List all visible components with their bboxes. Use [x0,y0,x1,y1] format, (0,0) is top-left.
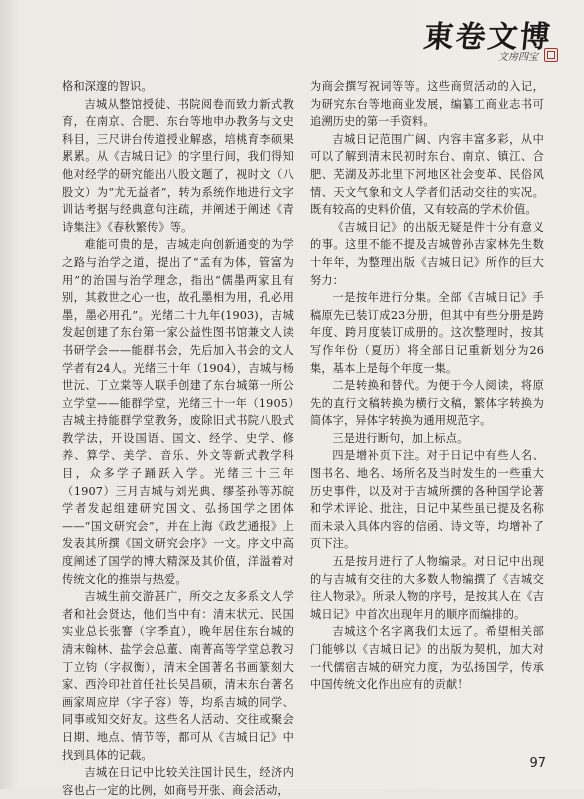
paragraph: 格和深邃的智识。 [62,80,153,93]
left-column [62,78,294,799]
header-subtitle: 文房四宝 [498,52,538,63]
paragraph: 吉城这个名字离我们太远了。希望相关部门能够以《吉城日记》的出版为契机，加大对一代儒宿吉城的研究力度，为弘扬国学，传承中国传统文化作出应有的贡献！ [310,625,544,692]
seal-stamp-icon [544,48,558,62]
paragraph: 《吉城日记》的出版无疑是件十分有意义的事。这里不能不提及吉城曾孙吉家林先生数十年年，为整理出版《吉城日记》所作的巨大努力： [310,220,544,287]
paragraph: 吉城生前交游甚广，所交之友多系文人学者和社会贤达，他们当中有：清末状元、民国实业总长张謇（字季直），晚年居住东台城的清末翰林、盐学会总董、南菁高等学堂总教习丁立钧（字叔衡），清末全国著名书画篆刻大家、西泠印社首任社长吴昌硕，清末东台著名画家周应岸（字子容）等，均系吉城的同学、同事或知交好友。这些名人活动、交往或聚会日期、地点、情节等，都可从《吉城日记》中找到具体的记载。 [62,590,294,762]
paragraph: 吉城日记范围广阔、内容丰富多彩，从中可以了解到清末民初时东台、南京、镇江、合肥、芜湖及苏北里下河地区社会变革、民俗风情、天文气象和文人学者们活动交往的实况。既有较高的史料价值，又有较高的学术价值。 [310,132,544,217]
paragraph: 四是增补页下注。对于日记中有些人名、图书名、地名、场所名及当时发生的一些重大历史事件，以及对于吉城所撰的各种国学论著和学术评论、批注，日记中某些虽已提及名称而未录入具体内容的信函、诗文等，均增补了页下注。 [310,449,544,551]
paragraph: 吉城从整馆授徒、书院阅卷而致力新式教育，在南京、合肥、东台等地申办教务与文史科目，三尺讲台传道授业解惑，培桃育李硕果累累。从《吉城日记》的字里行间，我们得知他对经学的研究能出八股文题了，视时文（八股文）为“尤无益者”，转为系统作地进行文字训诂考据与经典意句注疏，并阐述于阐述《青诗集注》《春秋繁传》等。 [62,97,294,234]
paragraph: 二是转换和替代。为便于今人阅读，将原先的直行文稿转换为横行文稿，繁体字转换为简体字，异体字转换为通用规范字。 [310,379,544,428]
right-column [310,78,544,694]
header-title: 東卷文博 [421,20,554,55]
paragraph: 为商会撰写祝词等等。这些商贸活动的入记，为研究东台等地商业发展，编纂工商业志书可追溯历史的第一手资料。 [310,80,544,129]
paragraph: 三是进行断句，加上标点。 [332,431,469,445]
page-number: 97 [529,756,546,771]
paragraph: 五是按月进行了人物编录。对日记中出现的与吉城有交往的大多数人物编撰了《吉城交往人物录》。所录人物的序号，是按其人在《吉城日记》中首次出现年月的顺序而编排的。 [310,555,544,621]
page-header [396,8,566,63]
paragraph: 一是按年进行分集。全部《吉城日记》手稿原先已装订成23分册，但其中有些分册是跨年度、跨月度装订成册的。这次整理时，按其写作年份（夏历）将全部日记重新划分为26集，基本上是每个年度一集。 [310,291,544,375]
paragraph: 难能可贵的是，吉城走向创新通变的为学之路与治学之道，提出了“孟有为体，管富为用”的治国与治学理念，指出“儒墨两家且有别，其救世之心一也，故孔墨相为用，孔必用墨，墨必用孔”。光绪二十九年(1903)，吉城发起创建了东台第一家公益性图书馆兼文人读书研学会——能群书会，先后加入书会的文人学者有24人。光绪三十年（1904），吉城与杨世沅、丁立棠等人联手创建了东台城第一所公立学堂——能群学堂，光绪三十一年（1905）吉城主持能群学堂教务，废除旧式书院八股式教学法，开设国语、国文、经学、史学、修养、算学、美学、音乐、外文等新式教学科目，众多学子踊跃入学。光绪三十三年（1907）三月吉城与刘光典、缪荃孙等苏皖学者发起组建研究国文、弘扬国学之团体——“国文研究会”，并在上海《政艺通报》上发表其所撰《国文研究会序》一文。序文中高度阐述了国学的博大精深及其价值，洋溢着对传统文化的推崇与热爱。 [62,238,294,586]
paragraph: 吉城在日记中比较关注国计民生，经济内容也占一定的比例，如商号开张、商会活动， [62,766,294,797]
